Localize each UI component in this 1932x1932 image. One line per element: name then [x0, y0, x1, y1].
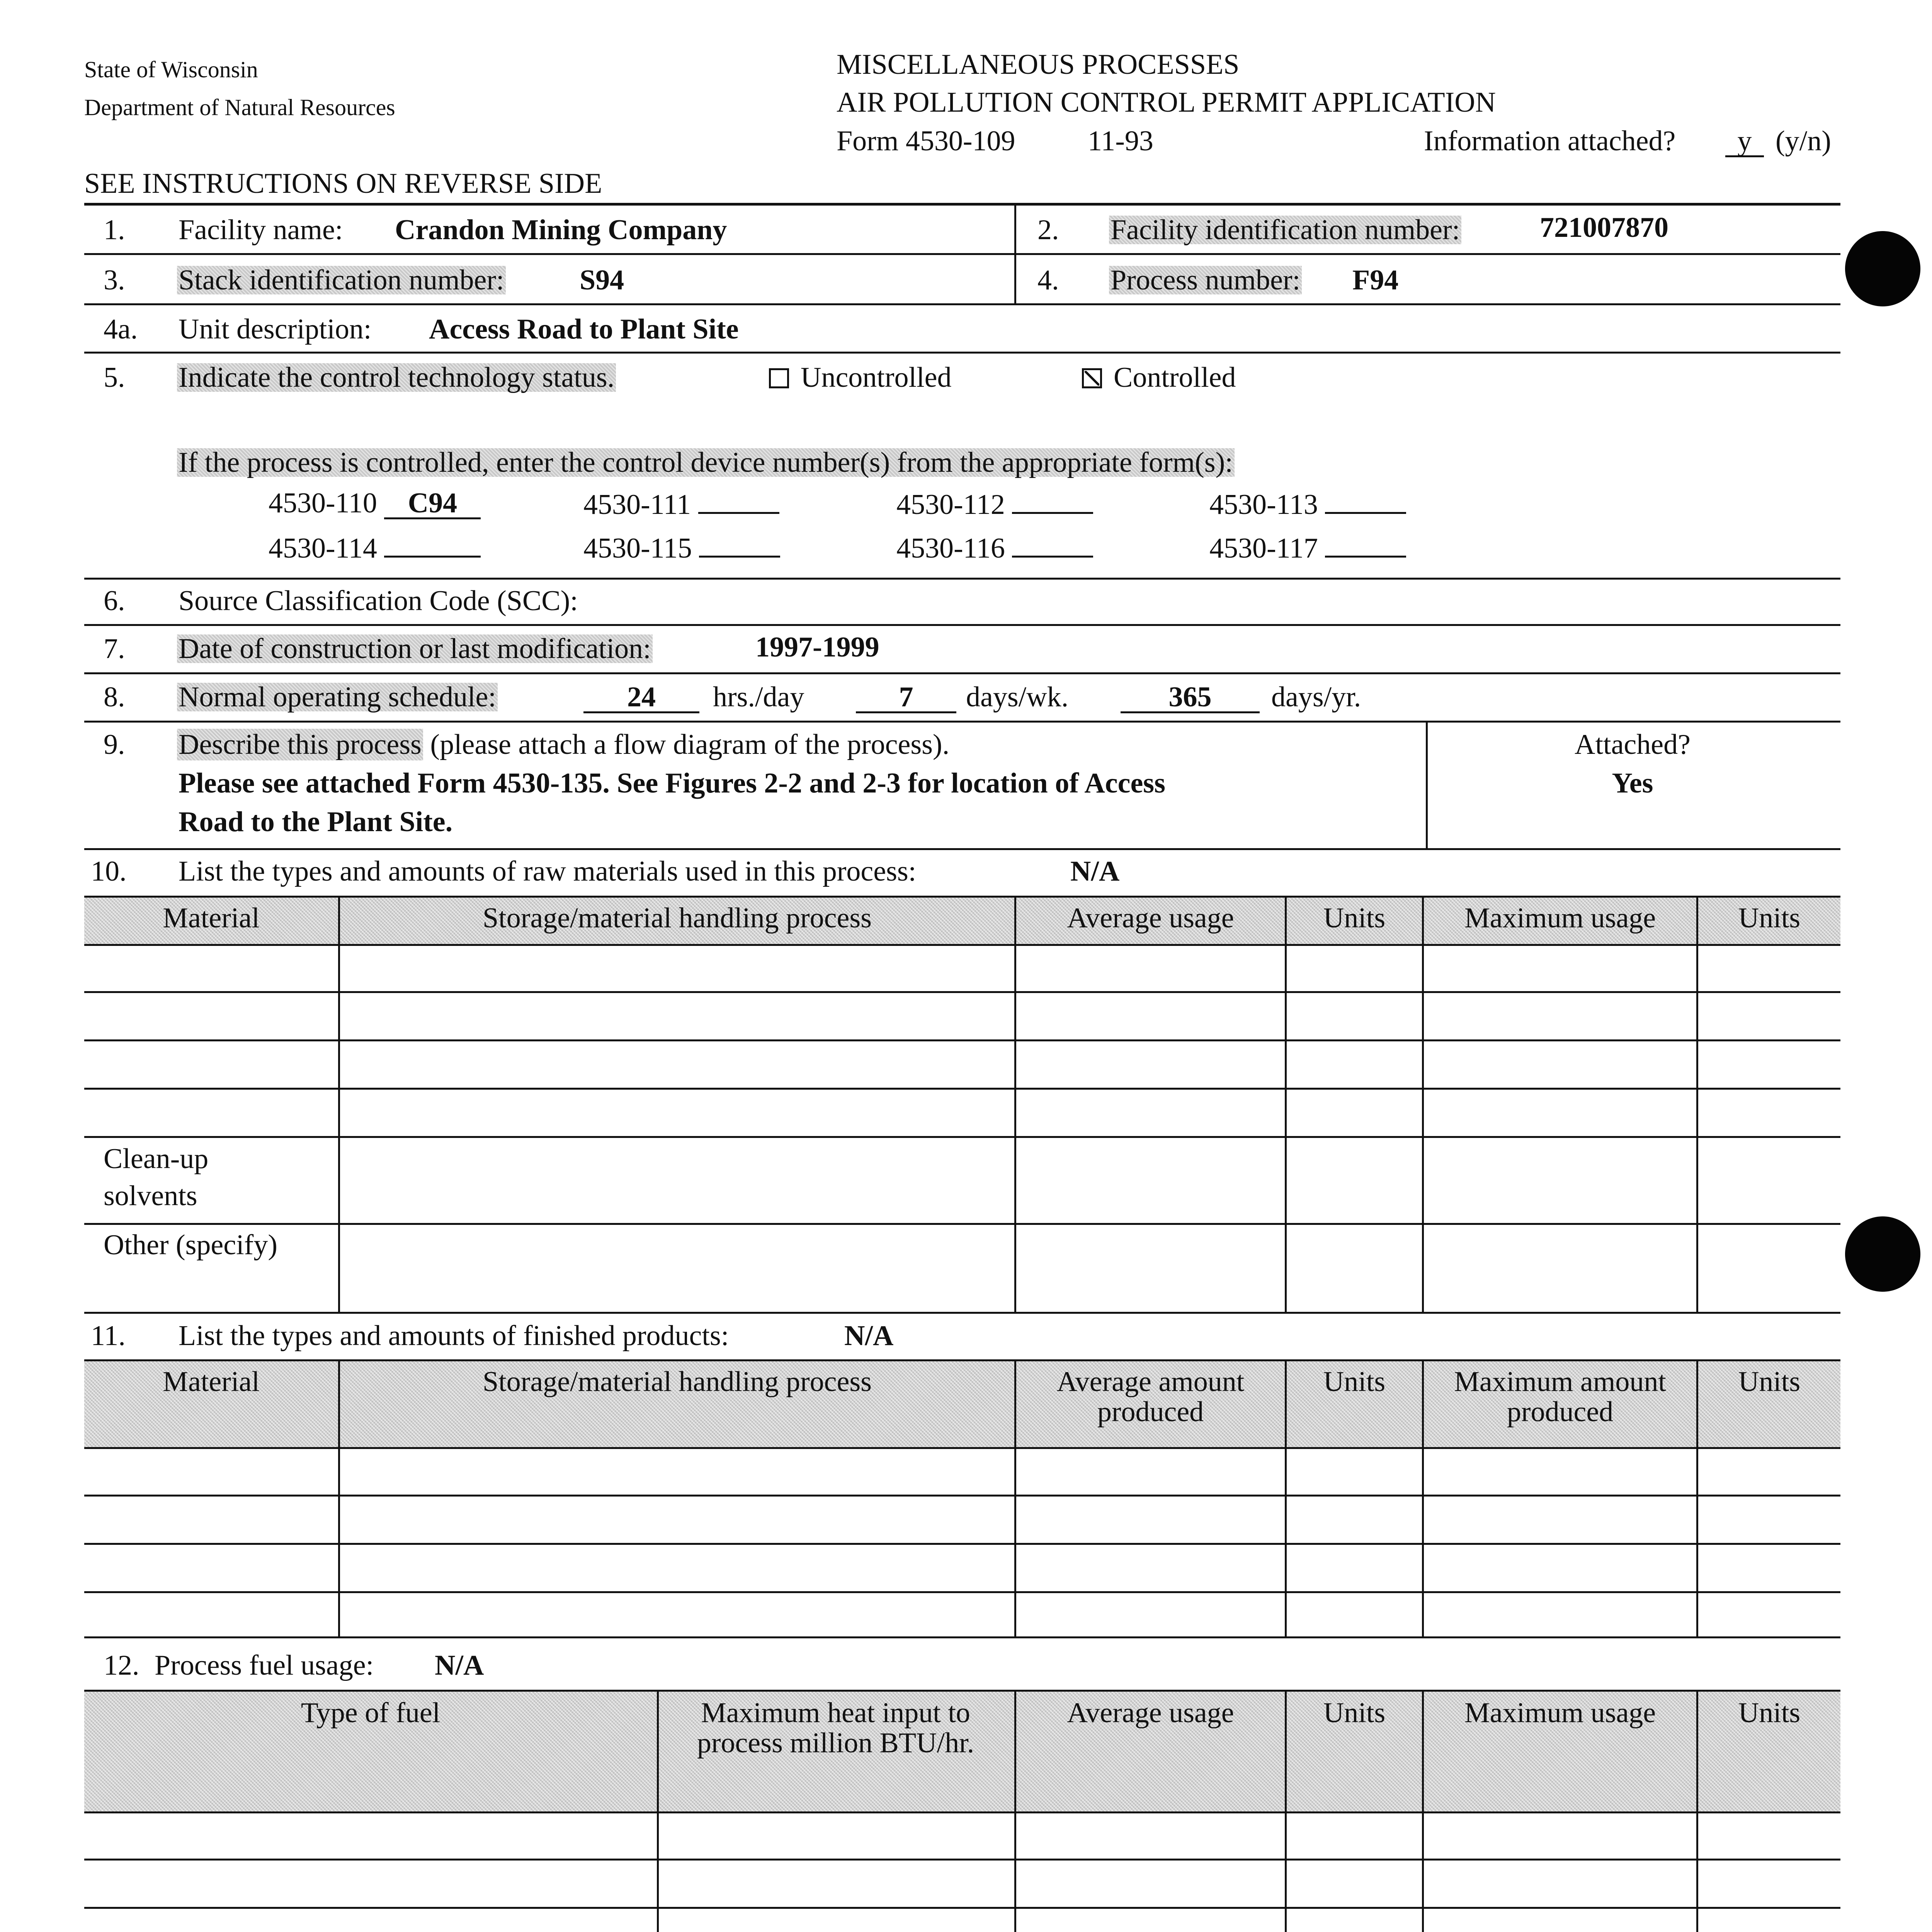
device-number-field[interactable]: [699, 532, 780, 558]
row-label-cleanup: Clean-up: [104, 1143, 209, 1175]
operating-schedule-label: Normal operating schedule:: [177, 683, 498, 711]
rule: [84, 352, 1840, 354]
days-per-week-field[interactable]: 7: [856, 683, 956, 713]
instructions-note: SEE INSTRUCTIONS ON REVERSE SIDE: [84, 168, 602, 199]
facility-name-label: Facility name:: [179, 214, 343, 246]
device-form-label: 4530-113: [1209, 489, 1318, 520]
rule: [84, 1312, 1840, 1314]
device-number-field[interactable]: [1012, 532, 1093, 558]
controlled-label: Controlled: [1114, 362, 1236, 393]
divider: [1422, 896, 1424, 1313]
divider: [1014, 1360, 1016, 1638]
facility-id-value[interactable]: 721007870: [1540, 212, 1668, 243]
row-label-other: Other (specify): [104, 1229, 277, 1261]
rule: [84, 721, 1840, 723]
rule: [84, 1136, 1840, 1138]
facility-id-label: Facility identification number:: [1109, 216, 1461, 244]
rule: [84, 1447, 1840, 1449]
table11-col-units: Units: [1323, 1366, 1386, 1398]
rule: [84, 1591, 1840, 1593]
device-form-4530-117: [1209, 532, 1406, 563]
rule: [84, 991, 1840, 993]
field-number: 8.: [104, 681, 125, 713]
rule: [84, 624, 1840, 626]
rule: [84, 1811, 1840, 1813]
table10-col-average: Average usage: [1067, 902, 1234, 934]
field-number: 12.: [104, 1650, 139, 1681]
process-number-label: Process number:: [1109, 266, 1302, 294]
facility-name-value[interactable]: Crandon Mining Company: [395, 214, 727, 246]
rule: [84, 672, 1840, 674]
field-number: 6.: [104, 585, 125, 617]
rule: [84, 1543, 1840, 1545]
device-form-label: 4530-111: [583, 489, 691, 520]
rule: [84, 1859, 1840, 1861]
table12-col-average: Average usage: [1067, 1697, 1234, 1729]
table10-col-material: Material: [163, 902, 260, 934]
fuel-usage-value[interactable]: N/A: [435, 1650, 484, 1681]
rule: [84, 578, 1840, 580]
rule: [84, 1223, 1840, 1225]
divider: [1422, 1360, 1424, 1638]
table10-col-units: Units: [1323, 902, 1386, 934]
process-description-line1[interactable]: Please see attached Form 4530-135. See Figures 2-2 and 2-3 for location of Access: [179, 767, 1165, 799]
rule: [84, 1907, 1840, 1909]
field-number: 11.: [91, 1320, 126, 1352]
device-form-label: 4530-116: [896, 532, 1005, 564]
describe-process-instruction: (please attach a flow diagram of the process).: [430, 729, 950, 760]
table12-col-fuel: Type of fuel: [301, 1697, 440, 1729]
device-form-label: 4530-115: [583, 532, 692, 564]
punch-hole: [1845, 1216, 1920, 1292]
device-form-label: 4530-110: [269, 487, 377, 519]
device-form-4530-112: [896, 489, 1093, 519]
agency-name: State of Wisconsin: [84, 57, 258, 82]
device-number-field[interactable]: [1012, 489, 1093, 514]
row-label-solvents: solvents: [104, 1180, 197, 1212]
device-form-4530-111: [583, 489, 779, 519]
divider: [338, 1360, 340, 1638]
table10-col-storage: Storage/material handling process: [483, 902, 872, 934]
table12-col-heat-input: Maximum heat input to process million BTU/hr.: [697, 1697, 975, 1759]
device-number-field[interactable]: [1325, 489, 1406, 514]
field-number: 9.: [104, 729, 125, 760]
field-number: 4a.: [104, 313, 138, 345]
stack-id-label: Stack identification number:: [177, 266, 506, 294]
rule: [84, 1690, 1840, 1692]
describe-process-label: [177, 730, 949, 759]
rule: [84, 944, 1840, 946]
field-number: 2.: [1037, 214, 1059, 246]
rule: [84, 1359, 1840, 1361]
device-number-field[interactable]: [698, 489, 779, 514]
divider: [657, 1690, 659, 1932]
device-form-4530-113: [1209, 489, 1406, 519]
info-attached-answer: y: [1725, 127, 1764, 157]
device-number-field[interactable]: [384, 532, 481, 558]
table12-col-units: Units: [1323, 1697, 1386, 1729]
agency-department: Department of Natural Resources: [84, 95, 395, 120]
field-number: 10.: [91, 855, 127, 887]
construction-date-label: Date of construction or last modification:: [177, 634, 653, 663]
table11-col-average: Average amount produced: [1056, 1366, 1245, 1428]
describe-process-label-text: Describe this process: [177, 729, 423, 760]
divider: [1014, 896, 1016, 1313]
field-number: 5.: [104, 362, 125, 393]
hours-per-day-field[interactable]: 24: [583, 683, 699, 713]
raw-materials-label: List the types and amounts of raw materials used in this process:: [179, 855, 917, 887]
uncontrolled-checkbox[interactable]: [769, 368, 789, 388]
rule: [84, 203, 1840, 206]
raw-materials-value[interactable]: N/A: [1070, 855, 1120, 887]
device-form-4530-110: [269, 489, 481, 519]
construction-date-value[interactable]: 1997-1999: [755, 631, 879, 663]
form-title-1: MISCELLANEOUS PROCESSES: [837, 49, 1240, 80]
rule: [84, 848, 1840, 850]
finished-products-label: List the types and amounts of finished products:: [179, 1320, 729, 1352]
table11-col-units-max: Units: [1738, 1366, 1801, 1398]
uncontrolled-label: Uncontrolled: [801, 362, 952, 393]
days-week-unit: days/wk.: [966, 681, 1069, 713]
rule: [84, 253, 1840, 255]
device-form-label: 4530-114: [269, 532, 377, 564]
rule: [84, 1636, 1840, 1638]
device-form-label: 4530-117: [1209, 532, 1318, 564]
field-number: 1.: [104, 214, 125, 246]
form-date: 11-93: [1088, 125, 1153, 157]
process-description-line2[interactable]: Road to the Plant Site.: [179, 806, 453, 838]
table11-col-maximum: Maximum amount produced: [1454, 1366, 1666, 1428]
rule: [84, 896, 1840, 898]
scc-label: Source Classification Code (SCC):: [179, 585, 578, 617]
form-number: Form 4530-109: [837, 125, 1015, 157]
control-status-label: Indicate the control technology status.: [177, 363, 616, 392]
device-number-field[interactable]: C94: [384, 489, 481, 519]
divider: [1696, 896, 1698, 1313]
divider: [1014, 205, 1016, 305]
punch-hole: [1845, 231, 1920, 306]
days-year-unit: days/yr.: [1271, 681, 1361, 713]
uncontrolled-option[interactable]: [769, 363, 951, 392]
rule: [84, 1039, 1840, 1041]
field-number: 7.: [104, 633, 125, 665]
divider: [338, 896, 340, 1313]
device-number-field[interactable]: [1325, 532, 1406, 558]
process-attached-value[interactable]: Yes: [1612, 767, 1653, 799]
device-form-4530-116: [896, 532, 1093, 563]
divider: [1285, 896, 1287, 1313]
table11-col-storage: Storage/material handling process: [483, 1366, 872, 1398]
info-attached-value[interactable]: [1725, 127, 1764, 157]
process-number-value[interactable]: F94: [1352, 264, 1399, 296]
hours-unit: hrs./day: [713, 681, 804, 713]
device-form-4530-114: [269, 532, 481, 563]
days-per-year-field[interactable]: 365: [1121, 683, 1260, 713]
controlled-option[interactable]: [1082, 363, 1236, 392]
stack-id-value[interactable]: S94: [580, 264, 624, 296]
unit-description-label: Unit description:: [179, 313, 372, 345]
form-title-2: AIR POLLUTION CONTROL PERMIT APPLICATION: [837, 87, 1496, 118]
fuel-usage-label: Process fuel usage:: [155, 1650, 374, 1681]
field-number: 4.: [1037, 264, 1059, 296]
device-form-label: 4530-112: [896, 489, 1005, 520]
divider: [1285, 1360, 1287, 1638]
control-device-instructions: If the process is controlled, enter the control device number(s) from the appropriate form(s):: [177, 448, 1235, 477]
table11-col-material: Material: [163, 1366, 260, 1398]
table10-col-maximum: Maximum usage: [1464, 902, 1656, 934]
rule: [84, 303, 1840, 305]
table12-col-units-max: Units: [1738, 1697, 1801, 1729]
controlled-checkbox[interactable]: [1082, 368, 1102, 388]
table10-col-units-max: Units: [1738, 902, 1801, 934]
process-attached-label: Attached?: [1575, 729, 1690, 760]
finished-products-value[interactable]: N/A: [844, 1320, 894, 1352]
info-attached-suffix: (y/n): [1776, 125, 1831, 157]
table12-col-maximum: Maximum usage: [1464, 1697, 1656, 1729]
divider: [1696, 1360, 1698, 1638]
rule: [84, 1495, 1840, 1497]
field-number: 3.: [104, 264, 125, 296]
info-attached-label: Information attached?: [1424, 125, 1676, 157]
device-form-4530-115: [583, 532, 780, 563]
unit-description-value[interactable]: Access Road to Plant Site: [429, 313, 739, 345]
rule: [84, 1088, 1840, 1090]
